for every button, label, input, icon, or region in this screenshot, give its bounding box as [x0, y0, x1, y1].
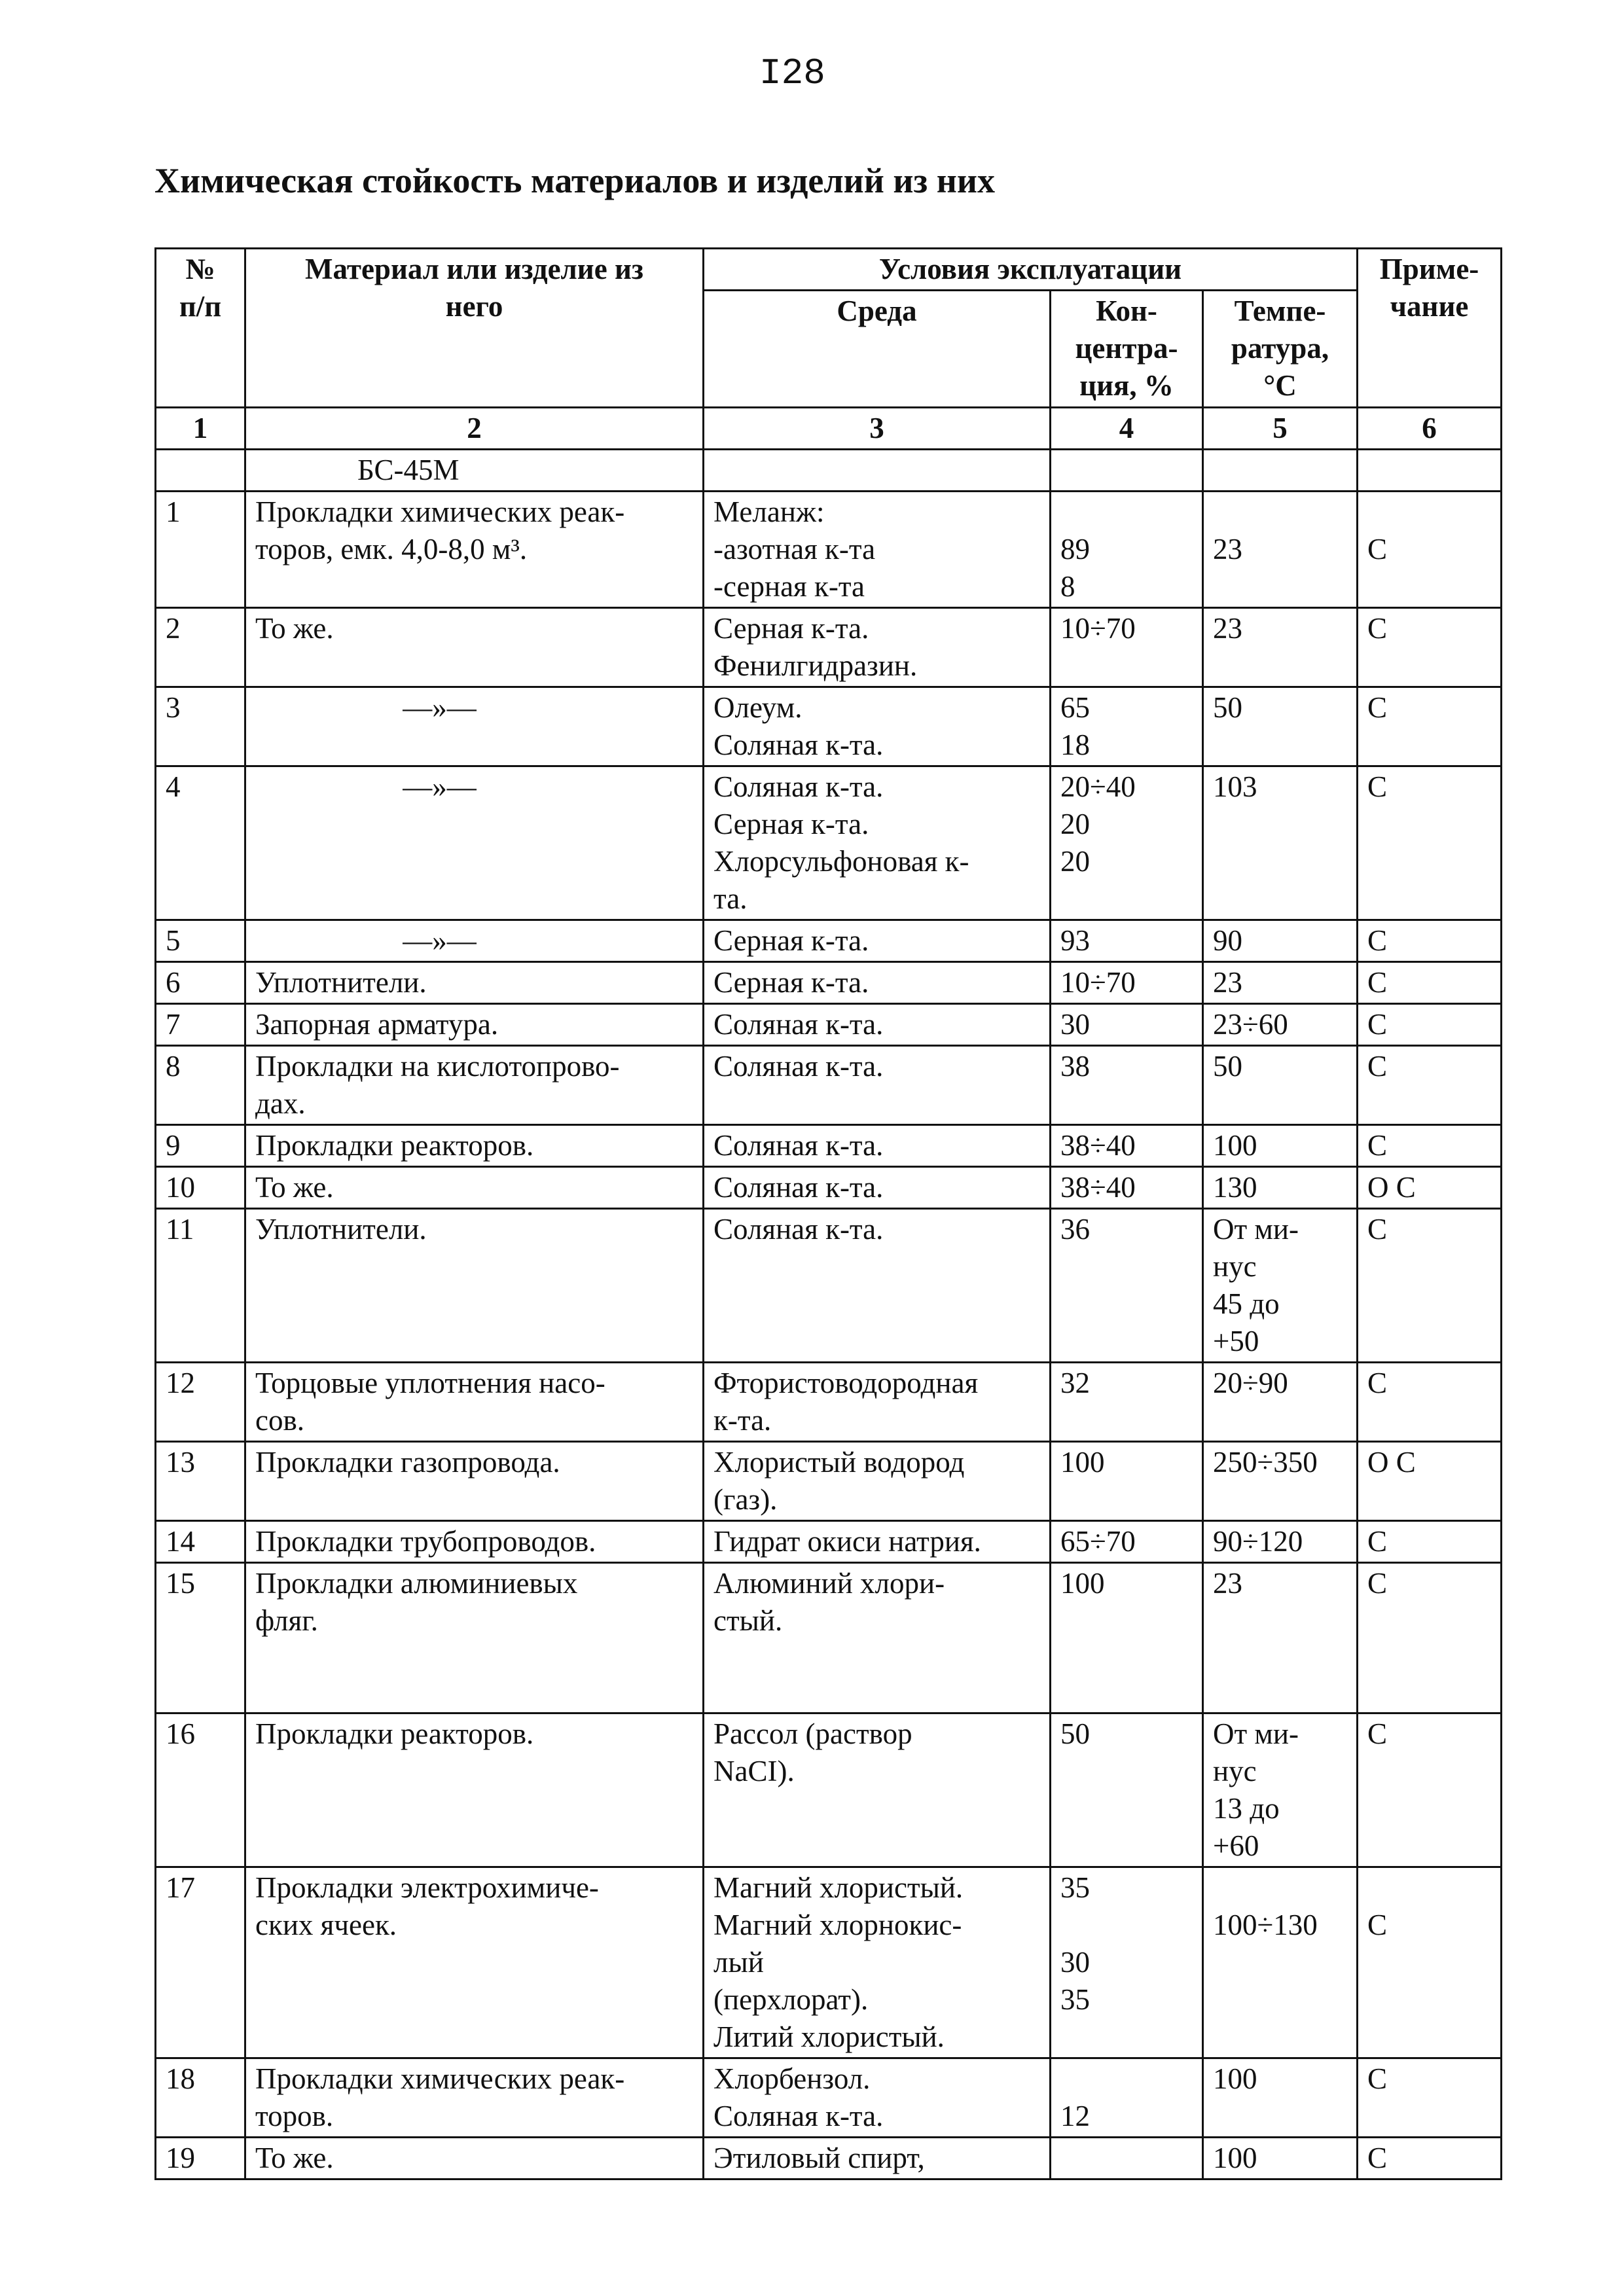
- row-material: Уплотнители.: [245, 962, 704, 1004]
- row-medium: Этиловый спирт,: [704, 2138, 1051, 2179]
- row-temperature: 100÷130: [1203, 1867, 1358, 2058]
- row-medium: Алюминий хлори- стый.: [704, 1563, 1051, 1713]
- table-row: [156, 608, 1502, 687]
- table-row: [156, 1363, 1502, 1442]
- row-medium: Серная к-та.: [704, 920, 1051, 962]
- row-num: 5: [156, 920, 245, 962]
- row-temperature: 23÷60: [1203, 1004, 1358, 1046]
- table-row: [156, 766, 1502, 920]
- row-concentration: 50: [1051, 1713, 1203, 1867]
- table-row: [156, 1046, 1502, 1125]
- row-concentration: 93: [1051, 920, 1203, 962]
- header-concentration: Кон- центра- ция, %: [1051, 291, 1203, 408]
- row-note: С: [1358, 1004, 1502, 1046]
- table-row: [156, 1521, 1502, 1563]
- row-material: Запорная арматура.: [245, 1004, 704, 1046]
- row-medium: Гидрат окиси натрия.: [704, 1521, 1051, 1563]
- row-note: С: [1358, 492, 1502, 608]
- row-medium: Соляная к-та.: [704, 1004, 1051, 1046]
- row-num: 14: [156, 1521, 245, 1563]
- row-concentration: 100: [1051, 1442, 1203, 1521]
- row-num: 3: [156, 687, 245, 766]
- row-concentration: 10÷70: [1051, 962, 1203, 1004]
- table-row: [156, 2058, 1502, 2138]
- row-num: 9: [156, 1125, 245, 1167]
- table-row: [156, 962, 1502, 1004]
- row-temperature: От ми- нус 45 до +50: [1203, 1209, 1358, 1363]
- row-temperature: 100: [1203, 2138, 1358, 2179]
- row-temperature: 23: [1203, 492, 1358, 608]
- row-material: Уплотнители.: [245, 1209, 704, 1363]
- row-note: С: [1358, 1046, 1502, 1125]
- row-concentration: 100: [1051, 1563, 1203, 1713]
- row-note: С: [1358, 1563, 1502, 1713]
- row-num: 18: [156, 2058, 245, 2138]
- row-medium: Соляная к-та.: [704, 1209, 1051, 1363]
- row-temperature: 23: [1203, 1563, 1358, 1713]
- column-number-row: [156, 408, 1502, 450]
- row-medium: Фтористоводородная к-та.: [704, 1363, 1051, 1442]
- row-medium: Соляная к-та.: [704, 1125, 1051, 1167]
- row-material: Прокладки химических реак- торов.: [245, 2058, 704, 2138]
- row-medium: Соляная к-та. Серная к-та. Хлорсульфоновая к- та.: [704, 766, 1051, 920]
- row-num: 7: [156, 1004, 245, 1046]
- row-note: С: [1358, 766, 1502, 920]
- row-num: 11: [156, 1209, 245, 1363]
- row-material: Прокладки реакторов.: [245, 1713, 704, 1867]
- row-num: 15: [156, 1563, 245, 1713]
- row-material: Прокладки газопровода.: [245, 1442, 704, 1521]
- row-temperature: 100: [1203, 2058, 1358, 2138]
- row-temperature: 20÷90: [1203, 1363, 1358, 1442]
- row-concentration: 65÷70: [1051, 1521, 1203, 1563]
- row-medium: Серная к-та.: [704, 962, 1051, 1004]
- column-number: 3: [704, 408, 1051, 450]
- row-material: Прокладки на кислотопрово- дах.: [245, 1046, 704, 1125]
- row-temperature: 100: [1203, 1125, 1358, 1167]
- row-concentration: 20÷40 20 20: [1051, 766, 1203, 920]
- row-medium: Хлорбензол. Соляная к-та.: [704, 2058, 1051, 2138]
- header-num: № п/п: [156, 249, 245, 408]
- row-temperature: 103: [1203, 766, 1358, 920]
- row-note: О С: [1358, 1167, 1502, 1209]
- row-num: 8: [156, 1046, 245, 1125]
- table-row: [156, 492, 1502, 608]
- row-medium: Соляная к-та.: [704, 1046, 1051, 1125]
- row-note: С: [1358, 962, 1502, 1004]
- row-num: 16: [156, 1713, 245, 1867]
- chemical-resistance-table: [154, 247, 1502, 2180]
- column-number: 4: [1051, 408, 1203, 450]
- group-label: БС-45М: [245, 450, 704, 492]
- row-note: С: [1358, 1713, 1502, 1867]
- row-material: —»—: [245, 766, 704, 920]
- row-material: То же.: [245, 608, 704, 687]
- row-material: —»—: [245, 687, 704, 766]
- header-temperature: Темпе- ратура, °С: [1203, 291, 1358, 408]
- row-temperature: 23: [1203, 608, 1358, 687]
- row-note: С: [1358, 1209, 1502, 1363]
- row-material: Прокладки алюминиевых фляг.: [245, 1563, 704, 1713]
- row-note: С: [1358, 608, 1502, 687]
- column-number: 5: [1203, 408, 1358, 450]
- row-num: 1: [156, 492, 245, 608]
- row-material: Торцовые уплотнения насо- сов.: [245, 1363, 704, 1442]
- row-note: С: [1358, 687, 1502, 766]
- table-row: [156, 1004, 1502, 1046]
- row-concentration: 30: [1051, 1004, 1203, 1046]
- group-row: [156, 450, 1502, 492]
- row-num: 6: [156, 962, 245, 1004]
- row-note: С: [1358, 2058, 1502, 2138]
- table-row: [156, 1442, 1502, 1521]
- row-num: 2: [156, 608, 245, 687]
- row-note: С: [1358, 2138, 1502, 2179]
- row-material: То же.: [245, 1167, 704, 1209]
- row-concentration: 10÷70: [1051, 608, 1203, 687]
- table-row: [156, 687, 1502, 766]
- table-row: [156, 1563, 1502, 1713]
- row-num: 10: [156, 1167, 245, 1209]
- row-concentration: [1051, 2138, 1203, 2179]
- row-concentration: 12: [1051, 2058, 1203, 2138]
- page-number: I28: [759, 52, 825, 94]
- row-concentration: 35 30 35: [1051, 1867, 1203, 2058]
- row-medium: Олеум. Соляная к-та.: [704, 687, 1051, 766]
- row-temperature: 50: [1203, 1046, 1358, 1125]
- row-medium: Магний хлористый. Магний хлорнокис- лый (перхлорат). Литий хлористый.: [704, 1867, 1051, 2058]
- row-note: С: [1358, 1125, 1502, 1167]
- row-temperature: 130: [1203, 1167, 1358, 1209]
- page-title: Химическая стойкость материалов и изделий из них: [154, 161, 995, 200]
- table-row: [156, 920, 1502, 962]
- row-note: С: [1358, 1867, 1502, 2058]
- row-medium: Серная к-та. Фенилгидразин.: [704, 608, 1051, 687]
- row-concentration: 38÷40: [1051, 1167, 1203, 1209]
- header-row-1: [156, 249, 1502, 291]
- row-concentration: 65 18: [1051, 687, 1203, 766]
- row-concentration: 38÷40: [1051, 1125, 1203, 1167]
- row-note: С: [1358, 1363, 1502, 1442]
- header-note: Приме- чание: [1358, 249, 1502, 408]
- table-row: [156, 1167, 1502, 1209]
- row-concentration: 38: [1051, 1046, 1203, 1125]
- row-concentration: 89 8: [1051, 492, 1203, 608]
- row-note: О С: [1358, 1442, 1502, 1521]
- row-num: 17: [156, 1867, 245, 2058]
- row-medium: Рассол (раствор NaCI).: [704, 1713, 1051, 1867]
- table-row: [156, 1125, 1502, 1167]
- row-temperature: 250÷350: [1203, 1442, 1358, 1521]
- row-medium: Соляная к-та.: [704, 1167, 1051, 1209]
- row-note: С: [1358, 1521, 1502, 1563]
- row-material: То же.: [245, 2138, 704, 2179]
- column-number: 1: [156, 408, 245, 450]
- column-number: 2: [245, 408, 704, 450]
- table-body: [156, 450, 1502, 2179]
- table-row: [156, 2138, 1502, 2179]
- row-temperature: 90: [1203, 920, 1358, 962]
- row-note: С: [1358, 920, 1502, 962]
- row-temperature: 23: [1203, 962, 1358, 1004]
- row-num: 13: [156, 1442, 245, 1521]
- row-material: —»—: [245, 920, 704, 962]
- header-conditions: Условия эксплуатации: [704, 249, 1358, 291]
- table-row: [156, 1209, 1502, 1363]
- row-material: Прокладки химических реак- торов, емк. 4,0-8,0 м³.: [245, 492, 704, 608]
- row-material: Прокладки реакторов.: [245, 1125, 704, 1167]
- row-concentration: 32: [1051, 1363, 1203, 1442]
- row-temperature: 50: [1203, 687, 1358, 766]
- row-num: 19: [156, 2138, 245, 2179]
- row-temperature: 90÷120: [1203, 1521, 1358, 1563]
- column-number: 6: [1358, 408, 1502, 450]
- row-material: Прокладки трубопроводов.: [245, 1521, 704, 1563]
- table-row: [156, 1867, 1502, 2058]
- header-medium: Среда: [704, 291, 1051, 408]
- header-material: Материал или изделие из него: [245, 249, 704, 408]
- row-material: Прокладки электрохимиче- ских ячеек.: [245, 1867, 704, 2058]
- row-medium: Хлористый водород (газ).: [704, 1442, 1051, 1521]
- table-row: [156, 1713, 1502, 1867]
- row-medium: Меланж: -азотная к-та -серная к-та: [704, 492, 1051, 608]
- row-num: 12: [156, 1363, 245, 1442]
- row-concentration: 36: [1051, 1209, 1203, 1363]
- row-temperature: От ми- нус 13 до +60: [1203, 1713, 1358, 1867]
- row-num: 4: [156, 766, 245, 920]
